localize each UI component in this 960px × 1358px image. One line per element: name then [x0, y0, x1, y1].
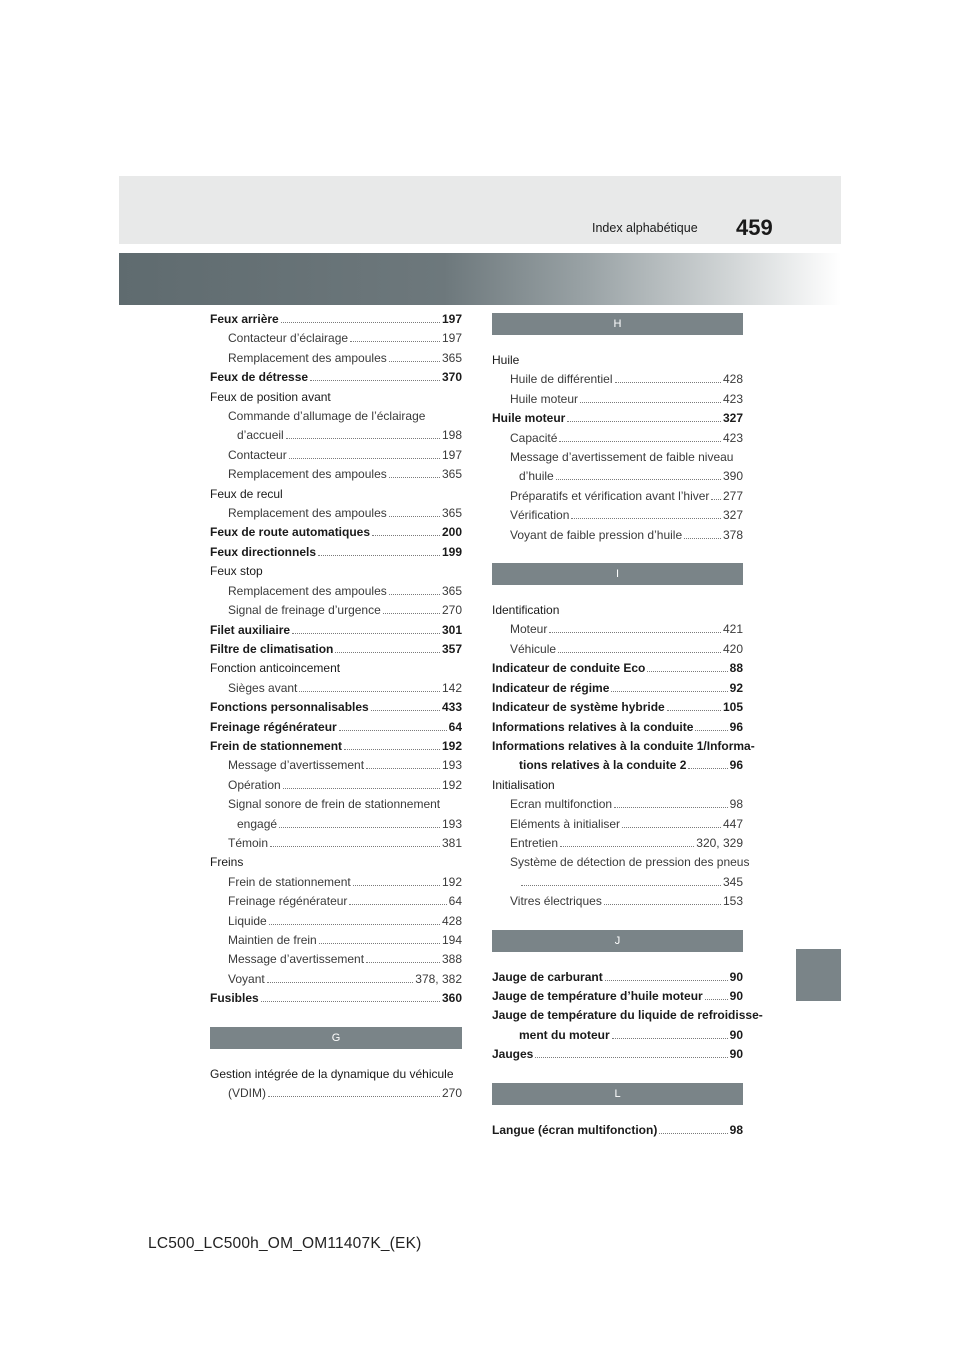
index-entry-page: 96 [729, 719, 743, 734]
dot-leader [353, 885, 440, 886]
dot-leader [292, 633, 440, 634]
index-entry-text: Freinage régénérateur [210, 719, 337, 734]
index-entry [492, 351, 743, 370]
index-entry-page: 199 [441, 544, 462, 559]
index-entry-text: Informations relatives à la conduite [492, 719, 694, 734]
index-column-right [492, 310, 763, 1140]
index-entry-page: 365 [441, 583, 462, 598]
dot-leader [688, 768, 727, 769]
index-entry-page: 327 [722, 508, 743, 523]
dot-leader [339, 730, 447, 731]
index-entry-page: 390 [722, 469, 743, 484]
index-entry-text: Feux de route automatiques [210, 525, 371, 540]
dot-leader [310, 380, 440, 381]
index-entry-text: Signal sonore de frein de stationnement [228, 797, 441, 812]
index-entry [492, 815, 743, 834]
index-entry-text: Huile de différentiel [510, 372, 613, 387]
dot-leader [614, 807, 728, 808]
index-entry-text: Huile moteur [510, 391, 579, 406]
index-entry [492, 1121, 743, 1140]
index-entry-page: 105 [722, 700, 743, 715]
index-entry-text: Voyant de faible pression d’huile [510, 527, 683, 542]
index-entry [210, 931, 462, 950]
index-entry-page: 378 [722, 527, 743, 542]
header-band [119, 176, 841, 244]
dot-leader [267, 982, 414, 983]
dot-leader [350, 341, 440, 342]
index-entry [492, 737, 755, 756]
index-entry [492, 526, 743, 545]
index-entry [492, 892, 743, 911]
index-entry-text: Initialisation [492, 777, 555, 792]
dot-leader [372, 535, 440, 536]
index-entry [492, 601, 743, 620]
index-entry-text: Vitres électriques [510, 894, 602, 909]
index-entry [210, 329, 462, 348]
dot-leader [559, 441, 721, 442]
dot-leader [319, 943, 440, 944]
index-entry-text: Filet auxiliaire [210, 622, 291, 637]
index-entry-text: Huile moteur [492, 411, 566, 426]
dot-leader [604, 904, 721, 905]
index-entry [492, 429, 743, 448]
index-entry-text: Fonction anticoincement [210, 661, 341, 676]
index-entry [210, 562, 462, 581]
index-entry-page: 142 [441, 680, 462, 695]
index-entry-page: 388 [441, 952, 462, 967]
index-entry-page: 194 [441, 933, 462, 947]
index-entry-text: Moteur [510, 622, 548, 637]
index-entry [492, 1026, 743, 1045]
index-entry [492, 756, 743, 775]
index-entry-page: 200 [441, 525, 462, 540]
dot-leader [366, 768, 440, 769]
index-entry-text: Remplacement des ampoules [228, 583, 387, 598]
index-entry-page: 420 [722, 641, 743, 656]
index-entry-text: Témoin [228, 835, 269, 850]
index-entry-text: Frein de stationnement [210, 738, 343, 753]
index-entry-page: 360 [441, 991, 462, 1006]
dot-leader [371, 710, 440, 711]
index-entry-text: Identification [492, 603, 560, 618]
dot-leader [605, 980, 728, 981]
dot-leader [281, 322, 440, 323]
index-entry-text: Signal de freinage d’urgence [228, 603, 381, 618]
index-entry [492, 487, 743, 506]
index-entry-text: Freinage régénérateur [228, 894, 348, 909]
dot-leader [571, 518, 721, 519]
index-entry-page: 88 [729, 661, 743, 676]
index-entry-text: Entretien [510, 835, 559, 850]
index-entry-page: 365 [441, 350, 462, 365]
dot-leader [270, 846, 440, 847]
index-entry-text: tions relatives à la conduite 2 [519, 758, 687, 773]
document-code-footer: LC500_LC500h_OM_OM11407K_(EK) [148, 1235, 422, 1252]
dot-leader [612, 1038, 728, 1039]
page-number: 459 [736, 215, 773, 240]
index-entry [492, 1045, 743, 1064]
dot-leader [299, 691, 440, 692]
index-entry [210, 407, 462, 426]
chapter-side-tab [796, 949, 841, 1001]
index-entry [210, 834, 462, 853]
dot-leader [318, 555, 440, 556]
index-entry-page: 64 [448, 719, 462, 734]
index-entry [492, 506, 743, 525]
index-entry [492, 873, 743, 892]
index-column-left [210, 310, 462, 1103]
index-entry-text: Sièges avant [228, 680, 298, 695]
index-entry-page: 98 [729, 797, 743, 812]
index-entry-text: Indicateur de conduite Eco [492, 661, 646, 676]
index-entry-text: Feux de recul [210, 486, 283, 501]
index-entry [210, 989, 462, 1008]
index-entry-text: Indicateur de système hybride [492, 700, 665, 715]
index-entry-page: 381 [441, 835, 462, 850]
index-entry [210, 679, 462, 698]
decorative-gradient-bar [119, 253, 841, 305]
index-entry [210, 310, 462, 329]
index-entry-text: Véhicule [510, 641, 557, 656]
index-entry [492, 620, 743, 639]
dot-leader [366, 962, 440, 963]
dot-leader [389, 516, 440, 517]
index-entry-page: 447 [722, 816, 743, 831]
index-entry-text: Remplacement des ampoules [228, 350, 387, 365]
index-entry-page: 197 [441, 331, 462, 346]
index-entry [210, 1065, 462, 1084]
dot-leader [535, 1057, 727, 1058]
dot-leader [711, 499, 721, 500]
index-entry-page: 320, 329 [696, 835, 743, 850]
index-entry-text: Message d’avertissement [228, 952, 365, 967]
index-entry-text: Capacité [510, 430, 558, 445]
index-entry-page: 96 [729, 758, 743, 773]
index-entry-text: Huile [492, 353, 520, 367]
index-entry-text: Remplacement des ampoules [228, 467, 387, 482]
dot-leader [389, 361, 440, 362]
index-entry-page: 90 [729, 1047, 743, 1062]
section-letter-header: I [492, 563, 743, 585]
index-entry [492, 679, 743, 698]
index-entry [210, 912, 462, 931]
index-entry [492, 834, 743, 853]
dot-leader [389, 477, 440, 478]
dot-leader [521, 885, 721, 886]
index-entry-text: Voyant [228, 971, 265, 986]
index-entry-text: d’huile [519, 469, 554, 484]
index-entry-page: 197 [441, 312, 462, 326]
dot-leader [659, 1133, 727, 1134]
index-entry [210, 892, 462, 911]
index-entry-text: Langue (écran multifonction) [492, 1122, 658, 1137]
dot-leader [556, 479, 721, 480]
dot-leader [261, 1001, 440, 1002]
dot-leader [580, 402, 721, 403]
index-entry-text: Message d’avertissement de faible niveau [510, 450, 734, 465]
dot-leader [286, 438, 440, 439]
index-entry [210, 485, 462, 504]
index-entry-page: 90 [729, 969, 743, 984]
index-entry-text: Contacteur d’éclairage [228, 331, 349, 346]
index-entry [492, 718, 743, 737]
index-entry-page: 90 [729, 988, 743, 1003]
index-entry [492, 467, 743, 486]
index-entry-text: Message d’avertissement [228, 758, 365, 773]
index-entry [210, 465, 462, 484]
index-entry [210, 815, 462, 834]
index-entry-page: 193 [441, 816, 462, 831]
index-entry-page: 192 [441, 777, 462, 792]
dot-leader [647, 671, 727, 672]
index-entry [210, 388, 462, 407]
index-entry-text: Jauge de température du liquide de refroidisse- [492, 1008, 763, 1023]
index-entry-page: 370 [441, 370, 462, 385]
index-entry [210, 349, 462, 368]
dot-leader [667, 710, 721, 711]
index-entry [492, 1006, 763, 1025]
index-entry-page: 64 [448, 894, 462, 909]
index-entry-page: 270 [441, 603, 462, 618]
index-entry [210, 795, 462, 814]
index-entry-text: Feux directionnels [210, 544, 317, 559]
index-entry [210, 504, 462, 523]
index-entry-text: Freins [210, 855, 244, 870]
index-entry-page: 192 [441, 738, 462, 753]
dot-leader [705, 999, 728, 1000]
index-entry-text: Contacteur [228, 447, 287, 462]
section-letter-header: L [492, 1083, 743, 1105]
index-entry-page: 365 [441, 467, 462, 482]
index-entry-page: 90 [729, 1027, 743, 1042]
dot-leader [611, 691, 727, 692]
index-entry-text: Jauge de carburant [492, 969, 603, 984]
index-entry-text: Informations relatives à la conduite 1/Informa- [492, 738, 755, 753]
index-entry [210, 582, 462, 601]
dot-leader [349, 904, 446, 905]
index-entry-text: Filtre de climatisation [210, 641, 334, 656]
index-entry [210, 718, 462, 737]
index-entry [210, 426, 462, 445]
index-entry-text: Jauges [492, 1047, 534, 1062]
index-entry-text: Remplacement des ampoules [228, 506, 387, 521]
index-entry-text: ment du moteur [519, 1027, 610, 1042]
index-entry-page: 301 [441, 622, 462, 637]
index-entry-page: 197 [441, 447, 462, 462]
index-entry [492, 659, 743, 678]
index-entry-page: 433 [441, 700, 462, 715]
index-entry-page: 345 [722, 874, 743, 889]
section-letter-header: H [492, 313, 743, 335]
index-entry [210, 659, 462, 678]
index-entry-page: 153 [722, 894, 743, 909]
index-entry [210, 737, 462, 756]
index-entry-text: Jauge de température d’huile moteur [492, 988, 703, 1003]
index-entry [210, 873, 462, 892]
index-entry-page: 421 [722, 622, 743, 637]
index-entry [492, 448, 743, 467]
index-entry [210, 640, 462, 659]
dot-leader [684, 538, 721, 539]
dot-leader [560, 846, 694, 847]
index-entry-text: d’accueil [237, 428, 284, 443]
dot-leader [389, 594, 440, 595]
index-entry-text: Vérification [510, 508, 570, 523]
index-entry-text: Ecran multifonction [510, 797, 613, 812]
index-entry [210, 756, 462, 775]
dot-leader [567, 421, 721, 422]
index-entry-page: 423 [722, 430, 743, 445]
index-entry [210, 853, 462, 872]
dot-leader [549, 632, 721, 633]
dot-leader [283, 788, 440, 789]
index-entry [492, 640, 743, 659]
dot-leader [289, 458, 440, 459]
index-entry-text: engagé [237, 816, 278, 831]
index-entry [492, 390, 743, 409]
index-entry-text: Gestion intégrée de la dynamique du véhicule [210, 1066, 454, 1081]
index-entry-page: 378, 382 [415, 971, 462, 986]
index-entry-text: Indicateur de régime [492, 680, 610, 695]
index-entry [492, 409, 743, 428]
index-entry [210, 601, 462, 620]
index-entry-text: Fonctions personnalisables [210, 700, 369, 715]
index-entry [492, 987, 743, 1006]
index-entry-page: 198 [441, 428, 462, 443]
index-entry-page: 92 [729, 680, 743, 695]
index-entry [210, 970, 462, 989]
index-entry [210, 1084, 462, 1103]
index-entry [492, 370, 743, 389]
index-entry-page: 277 [722, 488, 743, 503]
index-entry [210, 698, 462, 717]
dot-leader [344, 749, 440, 750]
index-entry-text: Frein de stationnement [228, 874, 351, 889]
index-entry-text: Système de détection de pression des pneus [510, 855, 750, 870]
index-entry [492, 968, 743, 987]
index-entry-page: 270 [441, 1086, 462, 1101]
index-entry-page: 192 [441, 874, 462, 889]
index-entry [210, 621, 462, 640]
index-entry-text: Feux de position avant [210, 389, 331, 404]
index-entry-text: Eléments à initialiser [510, 816, 621, 831]
page-header-title: Index alphabétique [592, 221, 698, 235]
index-entry-page: 423 [722, 391, 743, 406]
index-entry-text: Liquide [228, 913, 267, 928]
dot-leader [615, 382, 721, 383]
index-entry [492, 698, 743, 717]
index-entry-text: Feux arrière [210, 312, 279, 326]
dot-leader [695, 730, 727, 731]
section-letter-header: G [210, 1027, 462, 1049]
index-entry [210, 368, 462, 387]
dot-leader [335, 652, 440, 653]
dot-leader [269, 924, 440, 925]
index-entry [210, 950, 462, 969]
dot-leader [558, 652, 721, 653]
dot-leader [622, 827, 721, 828]
index-entry-text: Fusibles [210, 991, 259, 1006]
dot-leader [279, 827, 440, 828]
index-entry-page: 327 [722, 411, 743, 426]
index-entry-text: Opération [228, 777, 281, 792]
dot-leader [383, 613, 440, 614]
index-entry-text: Commande d’allumage de l’éclairage [228, 409, 426, 424]
index-entry-page: 193 [441, 758, 462, 773]
dot-leader [268, 1096, 440, 1097]
index-entry [210, 446, 462, 465]
index-entry [210, 523, 462, 542]
index-entry [210, 776, 462, 795]
index-entry-page: 98 [729, 1122, 743, 1137]
index-entry-text: Feux de détresse [210, 370, 309, 385]
index-entry-page: 365 [441, 506, 462, 521]
index-entry-text: Préparatifs et vérification avant l’hiver [510, 488, 710, 503]
index-entry [492, 795, 743, 814]
index-entry-text: Feux stop [210, 564, 263, 579]
index-entry-text: Maintien de frein [228, 933, 317, 947]
section-letter-header: J [492, 930, 743, 952]
index-entry-page: 357 [441, 641, 462, 656]
index-entry-text: (VDIM) [228, 1086, 266, 1101]
index-entry-page: 428 [722, 372, 743, 387]
index-entry [492, 853, 750, 872]
index-entry [492, 776, 743, 795]
index-entry-page: 428 [441, 913, 462, 928]
index-entry [210, 543, 462, 562]
